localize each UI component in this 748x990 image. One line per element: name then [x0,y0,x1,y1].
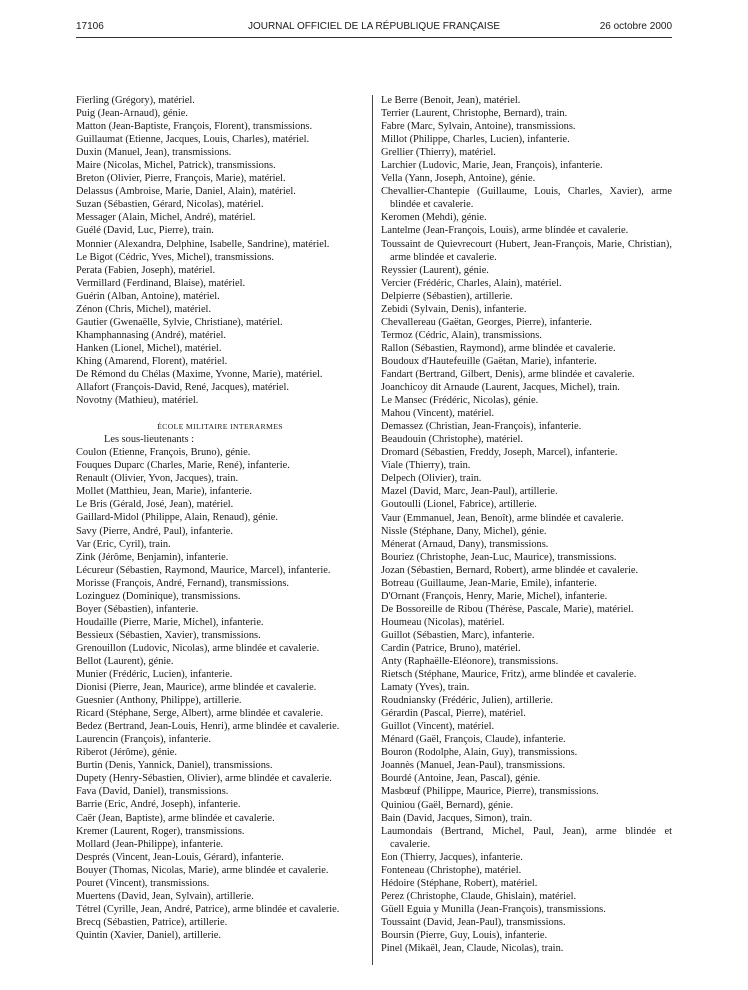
right-entry-list [381,94,672,955]
list-item: Le Mansec (Frédéric, Nicolas), génie. [381,395,539,407]
list-item: Viale (Thierry), train. [381,460,471,472]
list-item: Zénon (Chris, Michel), matériel. [76,303,212,315]
list-item: Keromen (Mehdi), génie. [381,212,487,224]
list-item: Guélé (David, Luc, Pierre), train. [76,225,214,237]
list-item: Burtin (Denis, Yannick, Daniel), transmissions. [76,760,273,772]
list-item: Chevallier-Chantepie (Guillaume, Louis, Charles, Xavier), arme blindée et cavalerie. [381,186,672,211]
list-item: Cardin (Patrice, Bruno), matériel. [381,642,521,654]
list-item: Le Bris (Gérald, José, Jean), matériel. [76,499,234,511]
list-item: Vaur (Emmanuel, Jean, Benoît), arme blindée et cavalerie. [381,512,624,524]
list-item: Quintin (Xavier, Daniel), artillerie. [76,929,221,941]
list-item: Laumondais (Bertrand, Michel, Paul, Jean), arme blindée et cavalerie. [381,825,672,850]
list-item: Eon (Thierry, Jacques), infanterie. [381,851,523,863]
list-item: D'Ornant (François, Henry, Marie, Michel), infanterie. [381,590,608,602]
page-number: 17106 [76,21,104,32]
list-item: Després (Vincent, Jean-Louis, Gérard), infanterie. [76,851,284,863]
list-item: Demassez (Christian, Jean-François), infanterie. [381,421,582,433]
list-item: Perata (Fabien, Joseph), matériel. [76,264,216,276]
list-item: Joanchicoy dit Arnaude (Laurent, Jacques, Michel), train. [381,382,620,394]
list-item: Bourdé (Antoine, Jean, Pascal), génie. [381,773,541,785]
list-item: Dromard (Sébastien, Freddy, Joseph, Marcel), infanterie. [381,447,618,459]
left-entry-list-top [76,94,364,407]
list-item: Toussaint (David, Jean-Paul), transmissions. [381,916,566,928]
list-item: Ménard (Gaël, François, Claude), infanterie. [381,734,566,746]
list-item: Savy (Pierre, André, Paul), infanterie. [76,525,233,537]
list-item: Novotny (Mathieu), matériel. [76,395,199,407]
list-item: Fava (David, Daniel), transmissions. [76,786,229,798]
list-item: Vella (Yann, Joseph, Antoine), génie. [381,173,536,185]
list-item: Vermillard (Ferdinand, Blaise), matériel. [76,277,246,289]
list-item: Perez (Christophe, Claude, Ghislain), matériel. [381,890,577,902]
list-item: Mollet (Matthieu, Jean, Marie), infanterie. [76,486,253,498]
list-item: Millot (Philippe, Charles, Lucien), infanterie. [381,134,570,146]
list-item: Fierling (Grégory), matériel. [76,95,195,106]
list-item: Ménerat (Arnaud, Dany), transmissions. [381,538,549,550]
list-item: Duxin (Manuel, Jean), transmissions. [76,147,232,159]
list-item: Jozan (Sébastien, Bernard, Robert), arme blindée et cavalerie. [381,564,639,576]
list-item: Terrier (Laurent, Christophe, Bernard), train. [381,108,568,120]
list-item: Delpierre (Sébastien), artillerie. [381,290,513,302]
list-item: Kremer (Laurent, Roger), transmissions. [76,825,245,837]
list-item: Bessieux (Sébastien, Xavier), transmissions. [76,629,261,641]
list-item: Pouret (Vincent), transmissions. [76,877,210,889]
journal-title: JOURNAL OFFICIEL DE LA RÉPUBLIQUE FRANÇAISE [247,21,501,32]
list-item: Dionisi (Pierre, Jean, Maurice), arme blindée et cavalerie. [76,682,317,694]
list-item: Fonteneau (Christophe), matériel. [381,864,522,876]
list-item: Houmeau (Nicolas), matériel. [381,616,505,628]
list-item: Boudoux d'Hautefeuille (Gaëtan, Marie), infanterie. [381,355,597,367]
list-item: Guillot (Sébastien, Marc), infanterie. [381,629,535,641]
list-item: Hanken (Lionel, Michel), matériel. [76,342,222,354]
header-rule [76,37,672,38]
list-item: Roudniansky (Frédéric, Julien), artillerie. [381,695,553,707]
list-item: Boyer (Sébastien), infanterie. [76,603,199,615]
list-item: Mollard (Jean-Philippe), infanterie. [76,838,224,850]
list-item: Fouques Duparc (Charles, Marie, René), infanterie. [76,460,290,472]
list-item: Coulon (Etienne, François, Bruno), génie. [76,447,251,459]
list-item: Lamaty (Yves), train. [381,682,470,694]
publication-date: 26 octobre 2000 [599,21,672,32]
list-item: Chevallereau (Gaëtan, Georges, Pierre), infanterie. [381,316,592,328]
list-item: De Rémond du Chélas (Maxime, Yvonne, Marie), matériel. [76,368,323,380]
list-item: Allafort (François-David, René, Jacques), matériel. [76,382,289,394]
list-item: Ricard (Stéphane, Serge, Albert), arme blindée et cavalerie. [76,708,324,720]
list-item: Goutoulli (Lionel, Fabrice), artillerie. [381,499,537,511]
list-item: Messager (Alain, Michel, André), matériel. [76,212,256,224]
list-item: Joannès (Manuel, Jean-Paul), transmissions. [381,760,566,772]
list-item: Mahou (Vincent), matériel. [381,408,495,420]
list-item: Delassus (Ambroise, Marie, Daniel, Alain), matériel. [76,186,296,198]
list-item: Vercier (Frédéric, Charles, Alain), matériel. [381,277,562,289]
column-divider [372,95,373,965]
list-item: Delpech (Olivier), train. [381,473,482,485]
list-item: Lécureur (Sébastien, Raymond, Maurice, Marcel), infanterie. [76,564,331,576]
list-item: Houdaille (Pierre, Marie, Michel), infanterie. [76,616,264,628]
list-item: Le Bigot (Cédric, Yves, Michel), transmissions. [76,251,274,263]
list-item: Beaudouin (Christophe), matériel. [381,434,523,446]
list-item: Bain (David, Jacques, Simon), train. [381,812,533,824]
list-item: Termoz (Cédric, Alain), transmissions. [381,329,542,341]
list-item: Breton (Olivier, Pierre, François, Marie), matériel. [76,173,286,185]
list-item: Mazel (David, Marc, Jean-Paul), artillerie. [381,486,558,498]
list-item: Anty (Raphaëlle-Eléonore), transmissions. [381,656,559,668]
list-item: Matton (Jean-Baptiste, François, Florent), transmissions. [76,121,313,133]
list-item: Guillaumat (Etienne, Jacques, Louis, Charles), matériel. [76,134,310,146]
list-item: Güell Eguia y Munilla (Jean-François), transmissions. [381,903,606,915]
list-item: Masbœuf (Philippe, Maurice, Pierre), transmissions. [381,786,599,798]
list-item: Nissle (Stéphane, Dany, Michel), génie. [381,525,547,537]
list-item: Lozinguez (Dominique), transmissions. [76,590,241,602]
list-item: Toussaint de Quievrecourt (Hubert, Jean-François, Marie, Christian), arme blindée et cavalerie. [381,238,672,263]
list-item: Monnier (Alexandra, Delphine, Isabelle, Sandrine), matériel. [76,238,330,250]
list-item: Riberot (Jérôme), génie. [76,747,177,759]
right-column [381,94,672,955]
list-item: Guillot (Vincent), matériel. [381,721,495,733]
list-item: Botreau (Guillaume, Jean-Marie, Emile), infanterie. [381,577,597,589]
list-item: Puig (Jean-Arnaud), génie. [76,108,188,120]
list-item: Guesnier (Anthony, Philippe), artillerie. [76,695,242,707]
section-title: ÉCOLE MILITAIRE INTERARMES [157,422,283,432]
list-item: Zebidi (Sylvain, Denis), infanterie. [381,303,527,315]
list-item: Fabre (Marc, Sylvain, Antoine), transmissions. [381,121,576,133]
list-item: Bellot (Laurent), génie. [76,655,174,667]
list-item: Muertens (David, Jean, Sylvain), artillerie. [76,890,254,902]
list-item: Bouron (Rodolphe, Alain, Guy), transmissions. [381,747,578,759]
left-column [76,94,364,942]
list-item: Munier (Frédéric, Lucien), infanterie. [76,669,233,681]
list-item: Pinel (Mikaël, Jean, Claude, Nicolas), train. [381,943,564,955]
list-item: Zink (Jérôme, Benjamin), infanterie. [76,551,229,563]
list-item: Dupety (Henry-Sébastien, Olivier), arme blindée et cavalerie. [76,773,332,785]
list-item: Renault (Olivier, Yvon, Jacques), train. [76,473,239,485]
page-header [76,21,672,35]
list-item: Maire (Nicolas, Michel, Patrick), transmissions. [76,160,276,172]
list-item: Khing (Amarend, Florent), matériel. [76,355,228,367]
list-item: Gautier (Gwenaëlle, Sylvie, Christiane), matériel. [76,316,283,328]
list-item: Lantelme (Jean-François, Louis), arme blindée et cavalerie. [381,225,629,237]
list-item: Barrie (Eric, André, Joseph), infanterie. [76,799,241,811]
list-item: Grenouillon (Ludovic, Nicolas), arme blindée et cavalerie. [76,642,320,654]
list-item: Khamphannasing (André), matériel. [76,329,227,341]
list-item: Larchier (Ludovic, Marie, Jean, François), infanterie. [381,160,603,172]
list-item: Bouyer (Thomas, Nicolas, Marie), arme blindée et cavalerie. [76,864,329,876]
list-item: Guérin (Alban, Antoine), matériel. [76,290,220,302]
list-item: Brecq (Sébastien, Patrice), artillerie. [76,916,228,928]
list-item: Gérardin (Pascal, Pierre), matériel. [381,708,526,720]
section-subtitle: Les sous-lieutenants : [104,434,195,446]
list-item: Hédoire (Stéphane, Robert), matériel. [381,877,538,889]
list-item: Reyssier (Laurent), génie. [381,264,489,276]
list-item: Fandart (Bertrand, Gilbert, Denis), arme blindée et cavalerie. [381,368,635,380]
list-item: Bedez (Bertrand, Jean-Louis, Henri), arme blindée et cavalerie. [76,721,340,733]
list-item: Quiniou (Gaël, Bernard), génie. [381,799,514,811]
list-item: De Bossoreille de Ribou (Thérèse, Pascale, Marie), matériel. [381,603,634,615]
list-item: Gaillard-Midol (Philippe, Alain, Renaud), génie. [76,512,278,524]
list-item: Tétrel (Cyrille, Jean, André, Patrice), arme blindée et cavalerie. [76,903,340,915]
left-entry-list-bottom [76,446,364,942]
list-item: Rallon (Sébastien, Raymond), arme blindée et cavalerie. [381,342,616,354]
list-item: Grellier (Thierry), matériel. [381,147,496,159]
list-item: Suzan (Sébastien, Gérard, Nicolas), matériel. [76,199,264,211]
list-item: Morisse (François, André, Fernand), transmissions. [76,577,289,589]
list-item: Caër (Jean, Baptiste), arme blindée et cavalerie. [76,812,275,824]
list-item: Boursin (Pierre, Guy, Louis), infanterie. [381,930,548,941]
list-item: Var (Eric, Cyril), train. [76,538,171,550]
list-item: Laurencin (François), infanterie. [76,734,212,746]
list-item: Le Berre (Benoit, Jean), matériel. [381,95,521,106]
list-item: Bouriez (Christophe, Jean-Luc, Maurice), transmissions. [381,551,617,563]
list-item: Rietsch (Stéphane, Maurice, Fritz), arme blindée et cavalerie. [381,669,637,681]
